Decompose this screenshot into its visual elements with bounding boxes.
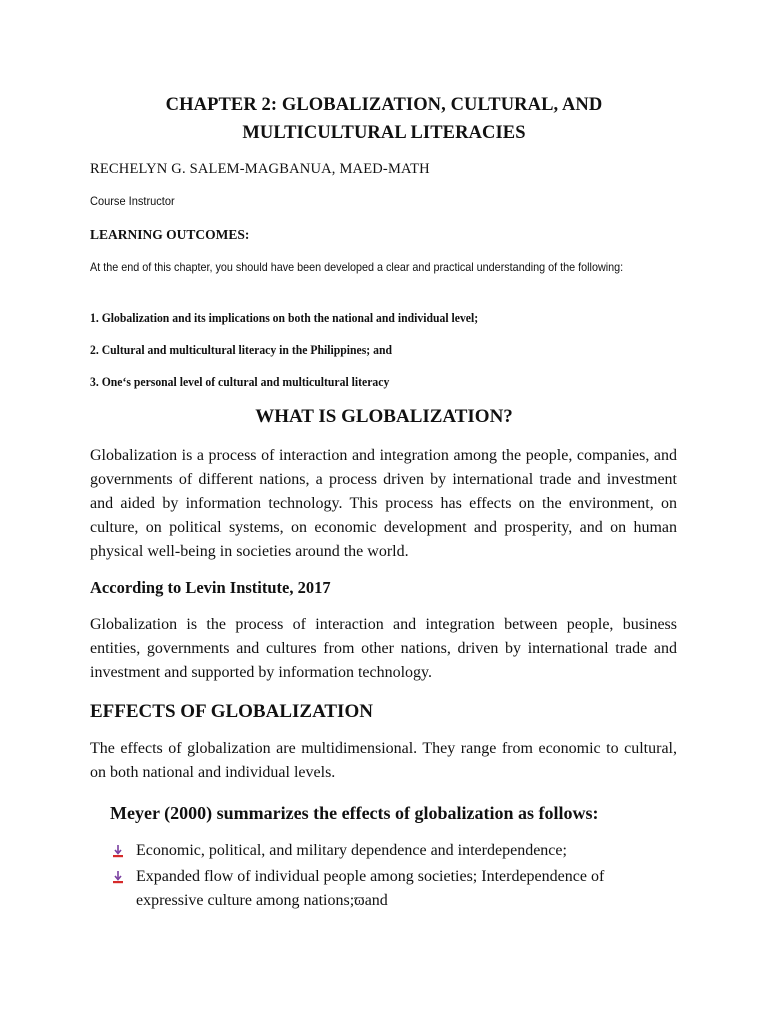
chapter-title-line1: CHAPTER 2: GLOBALIZATION, CULTURAL, AND xyxy=(165,95,603,115)
learning-outcomes-heading: LEARNING OUTCOMES: xyxy=(90,227,250,242)
chapter-title-line2: MULTICULTURAL LITERACIES xyxy=(242,123,526,143)
arrow-down-bullet-icon xyxy=(112,844,124,858)
what-is-globalization-heading: WHAT IS GLOBALIZATION? xyxy=(255,406,513,427)
learning-outcome-item: 1. Globalization and its implications on both the national and individual level; xyxy=(90,310,479,325)
learning-outcomes-intro: At the end of this chapter, you should have been developed a clear and practical understanding of the following: xyxy=(90,260,624,274)
levin-institute-heading: According to Levin Institute, 2017 xyxy=(90,578,331,597)
list-item xyxy=(110,839,670,863)
effects-heading: EFFECTS OF GLOBALIZATION xyxy=(90,701,373,722)
author-role: Course Instructor xyxy=(90,194,175,208)
list-item xyxy=(110,865,670,913)
arrow-down-bullet-icon xyxy=(112,870,124,884)
effects-bullet-list xyxy=(110,839,670,915)
bullet-text: Expanded flow of individual people among societies; Interdependence of expressive culture among nations;ϖand xyxy=(136,868,605,909)
effects-paragraph: The effects of globalization are multidimensional. They range from economic to cultural, on both national and individual levels. xyxy=(90,740,677,781)
globalization-definition-paragraph: Globalization is a process of interaction and integration among the people, companies, and governments of different nations, a process driven by international trade and investment and aided by information technology. This process has effects on the environment, on culture, on political systems, on economic development and prosperity, and on human physical well-being in societies around the world. xyxy=(90,447,677,560)
meyer-summary-heading: Meyer (2000) summarizes the effects of globalization as follows: xyxy=(110,803,599,823)
learning-outcome-item: 3. One‘s personal level of cultural and multicultural literacy xyxy=(90,374,390,389)
author-name: RECHELYN G. SALEM-MAGBANUA, MAED-MATH xyxy=(90,161,430,177)
levin-definition-paragraph: Globalization is the process of interaction and integration between people, business entities, governments and cultures from other nations, driven by international trade and investment and supported by information technology. xyxy=(90,616,677,681)
learning-outcome-item: 2. Cultural and multicultural literacy in the Philippines; and xyxy=(90,342,392,357)
bullet-text: Economic, political, and military dependence and interdependence; xyxy=(136,842,567,859)
